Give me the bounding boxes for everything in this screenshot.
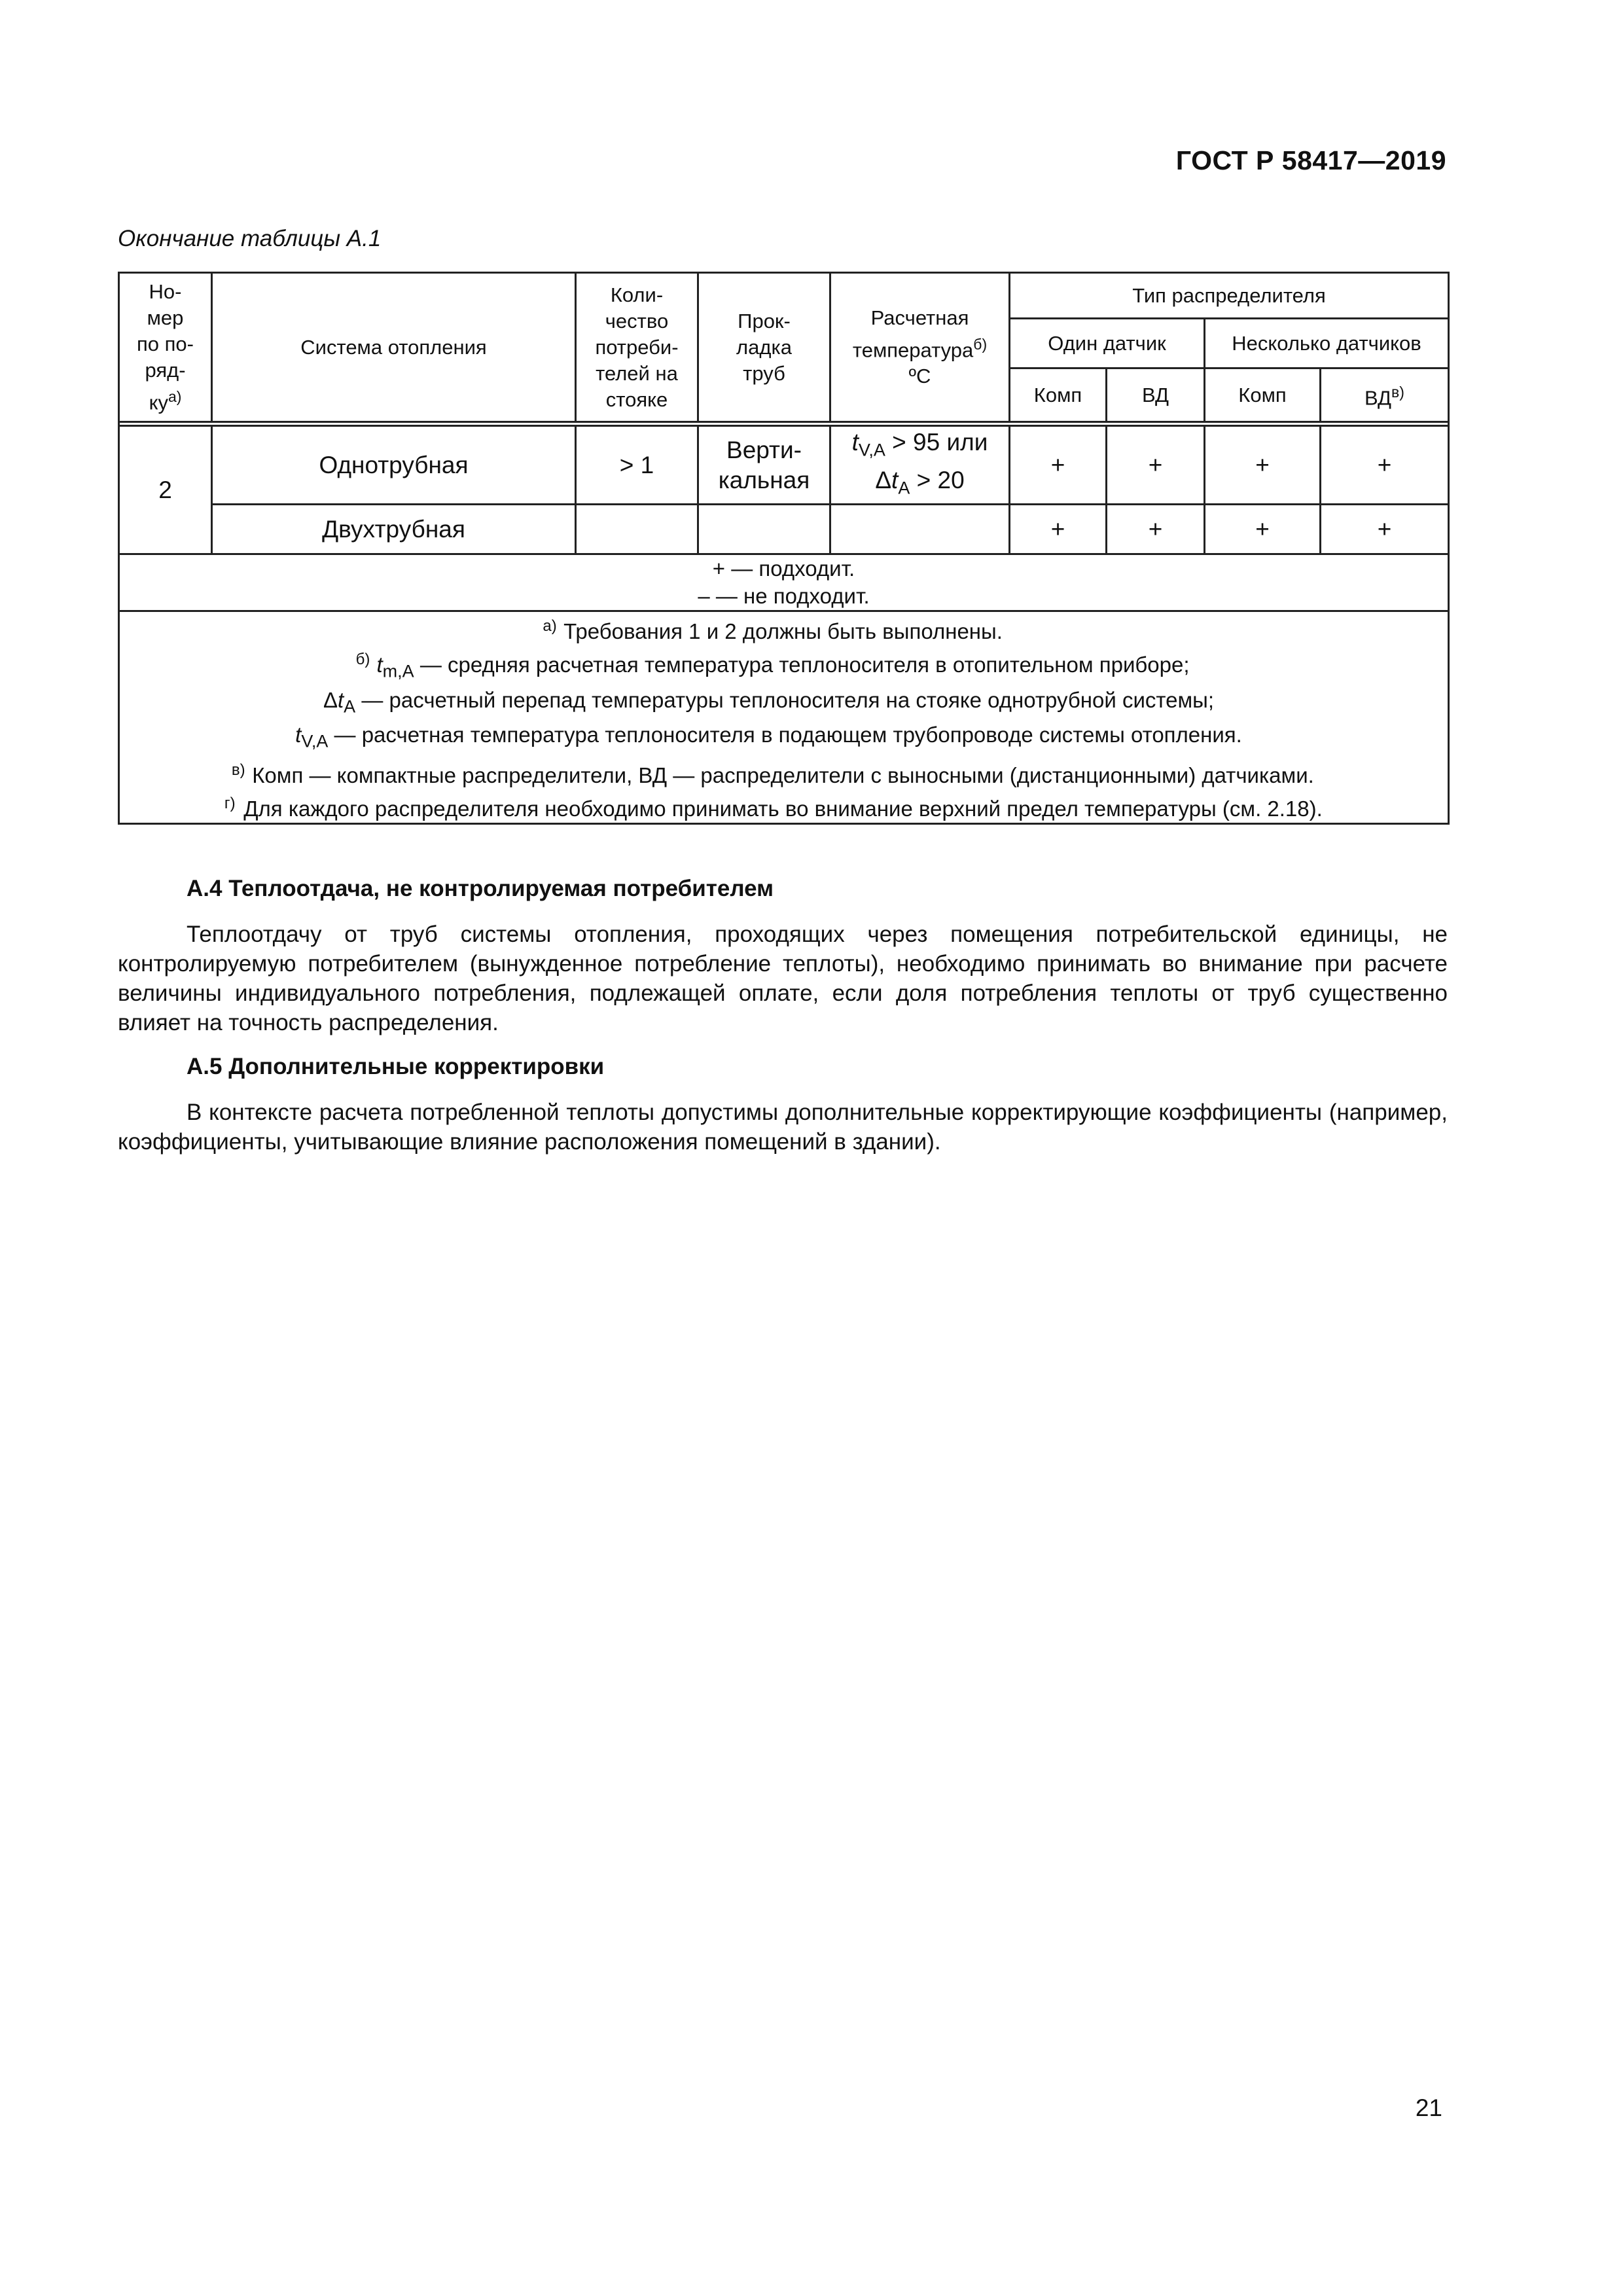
header-one-sensor: Один датчик (1010, 319, 1205, 368)
header-distributor-type: Тип распределителя (1010, 273, 1449, 319)
row-temperature (830, 505, 1010, 554)
row-mark: + (1107, 505, 1205, 554)
row-mark: + (1107, 426, 1205, 505)
header-komp-1: Комп (1010, 368, 1107, 422)
standard-code: ГОСТ Р 58417—2019 (1175, 145, 1446, 175)
heating-distributor-table (118, 272, 1450, 825)
footnote-tva: $t_{V,A}$ — расчетная температура теплоносителя в подающем трубопроводе системы отопления. (295, 723, 1242, 751)
legend-suitable: + — подходит. (712, 556, 855, 581)
table-caption: Окончание таблицы А.1 (118, 226, 382, 251)
row-laying: Верти- кальная (698, 426, 830, 505)
table-footnotes (119, 611, 1449, 824)
row-mark: + (1010, 426, 1107, 505)
footnote-delta: $\Delta t_A$ — расчетный перепад температуры теплоносителя на стояке однотрубной системы; (323, 687, 1215, 717)
section-a5-title: А.5 Дополнительные корректировки (187, 1054, 605, 1079)
table-row (119, 426, 1449, 505)
table-legend (119, 554, 1449, 611)
footnote-a: а) Требования 1 и 2 должны быть выполнены. (543, 617, 1003, 643)
table-row (119, 505, 1449, 554)
header-temperature: Расчетная температура$^{б)}$ ºC (830, 273, 1010, 422)
row-mark: + (1205, 426, 1321, 505)
row-temperature: $t_{V,A} > 95$ или $\Delta t_A > 20$ (830, 426, 1010, 505)
page-number: 21 (1415, 2094, 1442, 2121)
footnote-v: в) Комп — компактные распределители, ВД — распределители с выносными (дистанционными) датчиками. (231, 761, 1314, 787)
row-system: Однотрубная (212, 426, 576, 505)
row-mark: + (1321, 505, 1449, 554)
header-quantity: Коли- чество потреби- телей на стояке (576, 273, 698, 422)
header-number: Но- мер по по- ряд- $ку^{а)}$ (119, 273, 212, 422)
header-vd-1: ВД (1107, 368, 1205, 422)
row-mark: + (1321, 426, 1449, 505)
row-number: 2 (119, 426, 212, 554)
row-quantity: > 1 (576, 426, 698, 505)
legend-not-suitable: – — не подходит. (698, 584, 870, 608)
header-system: Система отопления (212, 273, 576, 422)
header-komp-2: Комп (1205, 368, 1321, 422)
row-quantity (576, 505, 698, 554)
section-a5-text: В контексте расчета потребленной теплоты допустимы дополнительные корректирующие коэффициенты (например, коэффициенты, учитывающие влияние расположения помещений в здании). (118, 1100, 1448, 1155)
header-laying: Прок- ладка труб (698, 273, 830, 422)
row-mark: + (1205, 505, 1321, 554)
section-a4-text: Теплоотдачу от труб системы отопления, проходящих через помещения потребительской единицы, не контролируемую потребителем (вынужденное потребление теплоты), необходимо принимать во внимание при расчете величины индивидуального потребления, подлежащей оплате, если доля потребления теплоты от труб существенно влияет на точность распределения. (118, 922, 1448, 1035)
row-laying (698, 505, 830, 554)
header-several-sensors: Несколько датчиков (1205, 319, 1449, 368)
section-a4-title: А.4 Теплоотдача, не контролируемая потребителем (187, 876, 774, 901)
footnote-b: б) $t_{m,A}$ — средняя расчетная температура теплоносителя в отопительном приборе; (355, 651, 1190, 681)
footnote-g: г) Для каждого распределителя необходимо принимать во внимание верхний предел температуры (см. 2.18). (224, 794, 1323, 821)
header-vd-2: $ВД^{в)}$ (1321, 368, 1449, 422)
row-mark: + (1010, 505, 1107, 554)
row-system: Двухтрубная (212, 505, 576, 554)
